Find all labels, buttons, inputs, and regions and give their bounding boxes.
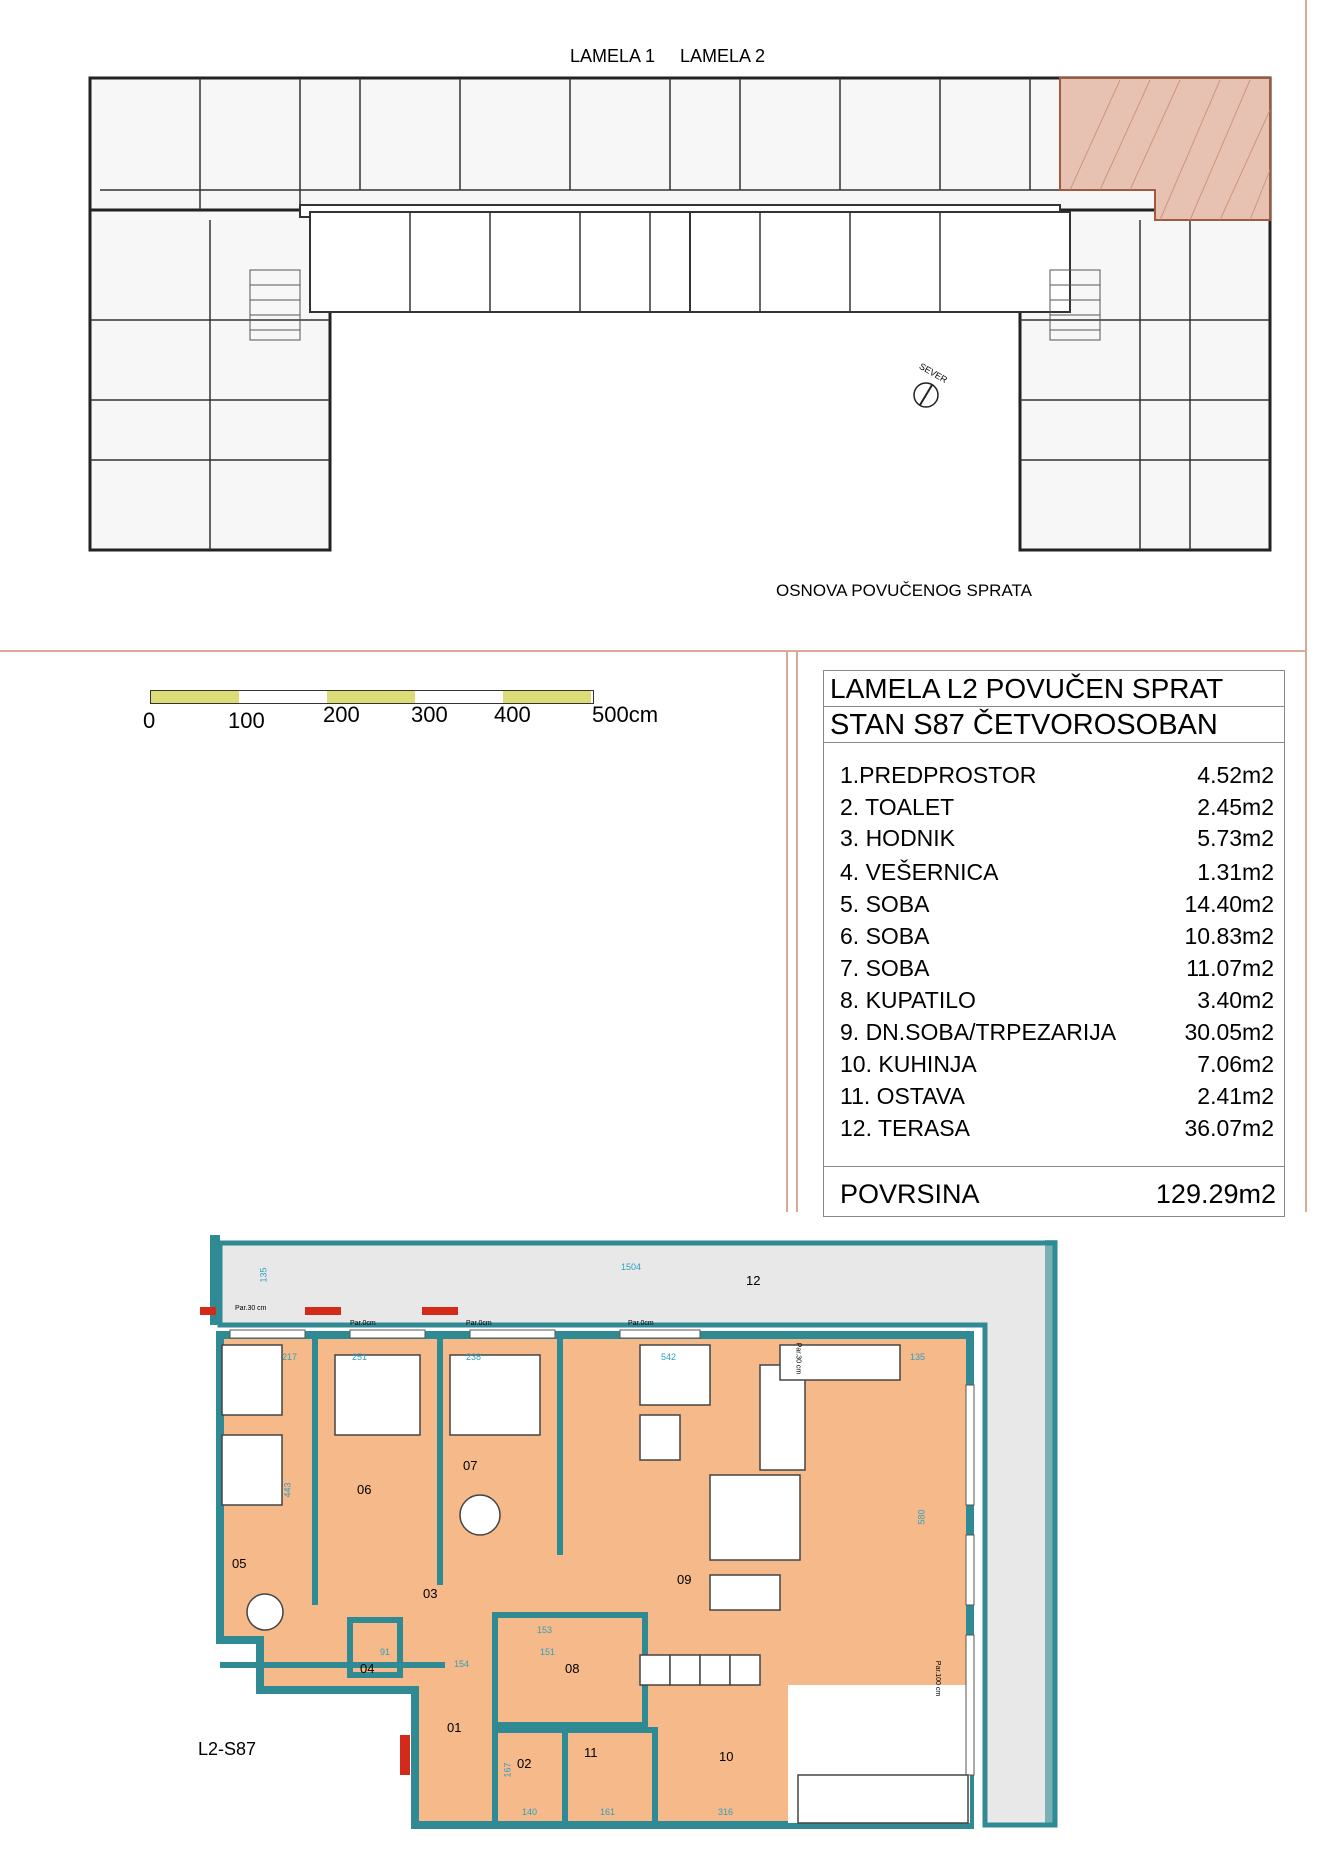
dimension-label: 167 (502, 1762, 513, 1778)
room-area: 5.73m2 (1197, 825, 1274, 851)
parapet-note: Par.0cm (628, 1320, 654, 1327)
room-number-07: 07 (463, 1458, 478, 1473)
room-number-01: 01 (447, 1720, 462, 1735)
dimension-label: 542 (661, 1352, 677, 1362)
room-area: 1.31m2 (1197, 859, 1274, 885)
parapet-note: Par.100 cm (934, 1660, 942, 1697)
room-row (840, 1017, 1274, 1047)
dimension-label: 238 (466, 1352, 482, 1362)
room-number-08: 08 (565, 1661, 580, 1676)
room-area: 7.06m2 (1197, 1051, 1274, 1077)
dimension-label: 443 (282, 1482, 293, 1498)
room-label: 5. SOBA (840, 891, 930, 917)
scale-tick-200: 200 (323, 702, 360, 727)
scale-bar (150, 690, 600, 730)
scale-segment (151, 691, 239, 703)
dimension-label: 135 (910, 1352, 926, 1362)
north-arrow (914, 383, 938, 407)
room-number-04: 04 (360, 1661, 375, 1676)
north-label: SEVER (917, 361, 949, 385)
frame-divider-vertical-2 (796, 652, 798, 1212)
room-area: 36.07m2 (1184, 1115, 1274, 1141)
room-area: 4.52m2 (1197, 762, 1274, 788)
room-row (840, 823, 1274, 853)
room-area-table (823, 670, 1285, 1217)
room-number-09: 09 (677, 1572, 692, 1587)
site-plan (60, 40, 1290, 600)
room-number-05: 05 (232, 1556, 247, 1571)
room-row (840, 1113, 1274, 1143)
apartment-floor-plan (200, 1235, 1080, 1835)
scale-tick-300: 300 (411, 702, 448, 727)
dimension-label: 91 (380, 1647, 391, 1657)
dimension-label: 140 (522, 1807, 538, 1817)
room-label: 2. TOALET (840, 794, 955, 820)
room-area: 10.83m2 (1184, 923, 1274, 949)
table-header-1: LAMELA L2 POVUČEN SPRAT (824, 671, 1284, 707)
dimension-label: 580 (916, 1509, 927, 1525)
parapet-note: Par.0cm (466, 1320, 492, 1327)
scale-tick-400: 400 (494, 702, 531, 727)
room-label: 11. OSTAVA (840, 1083, 965, 1109)
dimension-label: 161 (600, 1807, 616, 1817)
plan-title: OSNOVA POVUČENOG SPRATA (776, 581, 1032, 600)
dimension-label: 316 (718, 1807, 734, 1817)
scale-tick-100: 100 (228, 708, 265, 733)
room-number-12: 12 (746, 1273, 761, 1288)
room-row (840, 760, 1274, 790)
unit-tag: L2-S87 (198, 1739, 257, 1759)
total-area: 129.29m2 (1155, 1179, 1276, 1209)
dimension-label: 135 (258, 1267, 269, 1283)
room-row (840, 953, 1274, 983)
scale-tick-500: 500cm (592, 702, 659, 727)
room-label: 9. DN.SOBA/TRPEZARIJA (840, 1019, 1117, 1045)
dimension-label: 151 (540, 1647, 556, 1657)
room-label: 1.PREDPROSTOR (840, 762, 1037, 788)
room-number-03: 03 (423, 1586, 438, 1601)
site-plan-drawing (60, 40, 1290, 600)
room-area: 2.41m2 (1197, 1083, 1274, 1109)
dimension-label: 1504 (621, 1262, 642, 1272)
room-label: 3. HODNIK (840, 825, 956, 851)
frame-divider-horizontal (0, 650, 1307, 652)
dimension-label: 154 (454, 1659, 470, 1669)
room-area: 11.07m2 (1186, 955, 1274, 981)
room-number-02: 02 (517, 1756, 532, 1771)
parapet-note: Par.30 cm (794, 1342, 802, 1375)
room-row (840, 985, 1274, 1015)
lamela-1-label: LAMELA 1 (570, 46, 656, 66)
room-label: 6. SOBA (840, 923, 930, 949)
frame-divider-vertical (786, 652, 788, 1212)
room-number-11: 11 (584, 1745, 598, 1760)
dimension-label: 251 (352, 1352, 368, 1362)
frame-bottom-right-vertical (1305, 652, 1307, 1212)
room-area: 2.45m2 (1197, 794, 1274, 820)
frame-top-right-vertical (1305, 0, 1307, 650)
room-label: 12. TERASA (840, 1115, 970, 1141)
dimension-label: 217 (282, 1352, 298, 1362)
room-label: 7. SOBA (840, 955, 930, 981)
room-row (840, 1049, 1274, 1079)
total-row (840, 1179, 1276, 1210)
room-label: 4. VEŠERNICA (840, 859, 999, 885)
lamela-2-label: LAMELA 2 (680, 46, 766, 66)
room-area: 30.05m2 (1184, 1019, 1274, 1045)
total-label: POVRSINA (840, 1179, 980, 1209)
room-number-10: 10 (719, 1749, 734, 1764)
room-area: 14.40m2 (1184, 891, 1274, 917)
room-label: 8. KUPATILO (840, 987, 976, 1013)
room-row (840, 889, 1274, 919)
room-row (840, 792, 1274, 822)
table-total-divider (824, 1166, 1284, 1167)
room-label: 10. KUHINJA (840, 1051, 977, 1077)
room-area: 3.40m2 (1197, 987, 1274, 1013)
parapet-note: Par.0cm (350, 1320, 376, 1327)
table-header-2: STAN S87 ČETVOROSOBAN (824, 707, 1284, 743)
room-row (840, 921, 1274, 951)
room-row (840, 857, 1274, 887)
dimension-label: 153 (537, 1625, 553, 1635)
room-number-06: 06 (357, 1482, 372, 1497)
room-row (840, 1081, 1274, 1111)
parapet-note: Par.30 cm (235, 1305, 267, 1312)
scale-tick-0: 0 (143, 708, 156, 733)
